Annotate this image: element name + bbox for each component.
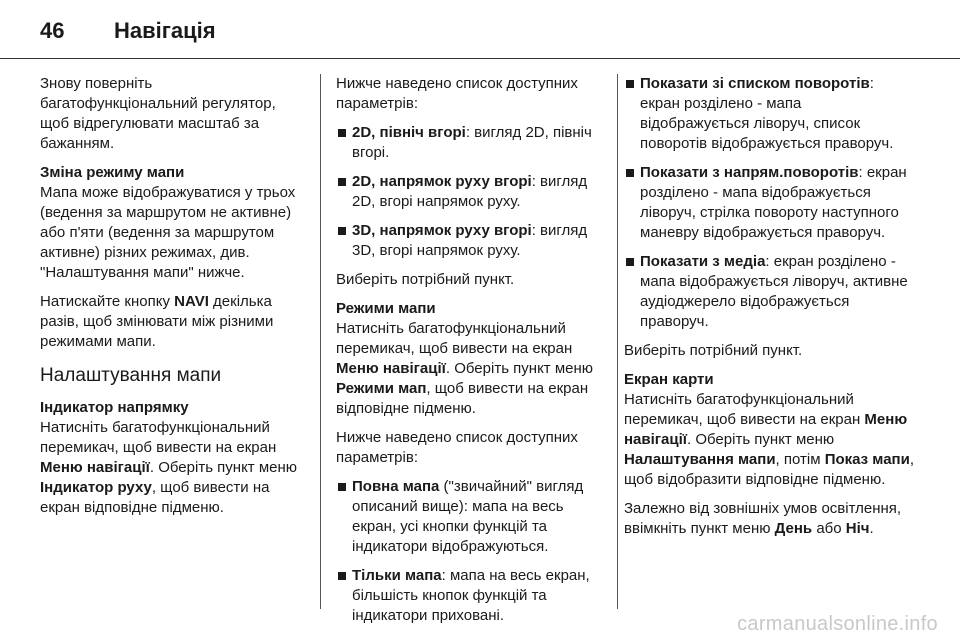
paragraph: Мапа може відображуватися у трьох (ведення за маршрутом не активне) або п'яти (ведення за маршрутом активне) різних режимах, див. "Налаштування мапи" нижче.: [40, 184, 296, 281]
page-number: 46: [40, 18, 65, 43]
header-rule: [0, 58, 960, 59]
column-3: [624, 74, 914, 548]
paragraph: Залежно від зовнішніх умов освітлення, ввімкніть пункт меню День або Ніч.: [624, 500, 902, 537]
paragraph: Виберіть потрібний пункт.: [336, 271, 515, 288]
list-item: Тільки мапа: мапа на весь екран, більшість кнопок функцій та індикатори приховані.: [336, 566, 606, 626]
column-1: [40, 74, 302, 527]
paragraph: Нижче наведено список доступних параметрів:: [336, 429, 578, 466]
paragraph: Виберіть потрібний пункт.: [624, 342, 803, 359]
paragraph: Натисніть багатофункціональний перемикач, щоб вивести на екран Меню навігації. Оберіть пункт меню Режими мап, щоб вивести на екран відповідне підменю.: [336, 320, 594, 417]
list-item: Показати з напрям.поворотів: екран розділено - мапа відображується ліворуч, стрілка повороту наступного маневру відображується праворуч.: [624, 163, 914, 243]
column-2: [336, 74, 606, 635]
subheading: Режими мапи: [336, 300, 436, 317]
subheading: Екран карти: [624, 371, 714, 388]
subheading: Зміна режиму мапи: [40, 164, 185, 181]
list-item: Повна мапа ("звичайний" вигляд описаний вище): мапа на весь екран, усі кнопки функцій та індикатори відображуються.: [336, 477, 606, 557]
paragraph: Натисніть багатофункціональний перемикач, щоб вивести на екран Меню навігації. Оберіть пункт меню Індикатор руху, щоб вивести на екран відповідне підменю.: [40, 419, 298, 516]
column-divider: [320, 74, 321, 609]
subheading: Індикатор напрямку: [40, 399, 189, 416]
section-title: Налаштування мапи: [40, 365, 222, 386]
list-item: Показати з медіа: екран розділено - мапа відображується ліворуч, активне аудіоджерело відображується праворуч.: [624, 252, 914, 332]
column-divider: [617, 74, 618, 609]
paragraph: Натискайте кнопку NAVI декілька разів, щоб змінювати між різними режимами мапи.: [40, 293, 274, 350]
key-label: NAVI: [174, 293, 209, 310]
list-item: 2D, північ вгорі: вигляд 2D, північ вгорі.: [336, 123, 606, 163]
paragraph: Нижче наведено список доступних параметрів:: [336, 75, 578, 112]
page-header: [40, 18, 216, 44]
paragraph: Знову поверніть багатофункціональний регулятор, щоб відрегулювати масштаб за бажанням.: [40, 75, 276, 152]
list-item: 2D, напрямок руху вгорі: вигляд 2D, вгорі напрямок руху.: [336, 172, 606, 212]
watermark: carmanualsonline.info: [737, 613, 938, 635]
list-item: 3D, напрямок руху вгорі: вигляд 3D, вгорі напрямок руху.: [336, 221, 606, 261]
page-title: Навігація: [114, 18, 216, 43]
list-item: Показати зі списком поворотів: екран розділено - мапа відображується ліворуч, список поворотів відображується праворуч.: [624, 74, 914, 154]
paragraph: Натисніть багатофункціональний перемикач, щоб вивести на екран Меню навігації. Оберіть пункт меню Налаштування мапи, потім Показ мапи, щоб відобразити відповідне підменю.: [624, 391, 914, 488]
